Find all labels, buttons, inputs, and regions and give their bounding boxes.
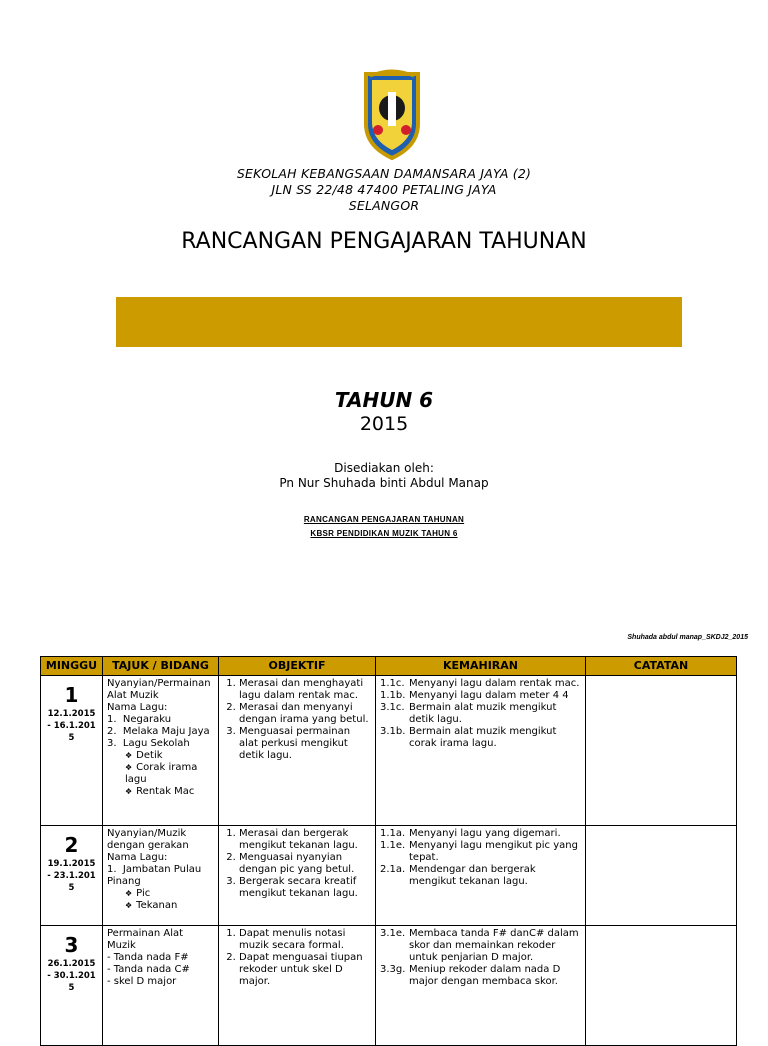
diamond-bullet-icon: ❖ <box>125 889 133 898</box>
kemahiran-item <box>380 840 581 864</box>
title-band <box>116 297 682 347</box>
objektif-list <box>223 928 371 988</box>
tajuk-line: Nama Lagu: <box>107 702 168 713</box>
kemahiran-item <box>380 828 581 840</box>
week-cell <box>41 926 103 1046</box>
yearly-plan-table <box>40 656 737 1046</box>
school-name: SEKOLAH KEBANGSAAN DAMANSARA JAYA (2) <box>236 166 532 181</box>
kemahiran-text: Bermain alat muzik mengikut detik lagu. <box>409 702 557 725</box>
kemahiran-code: 1.1a. <box>380 828 406 839</box>
table-row <box>41 676 737 826</box>
tajuk-cell <box>103 676 219 826</box>
tajuk-bullet-text: Corak irama lagu <box>125 762 201 785</box>
tajuk-bullet <box>107 888 214 900</box>
kemahiran-code: 1.1e. <box>380 840 406 851</box>
tajuk-line: Nama Lagu: <box>107 852 168 863</box>
tajuk-line: Nyanyian/Muzik <box>107 828 187 839</box>
author-signature: Shuhada abdul manap_SKDJ2_2015 <box>627 634 748 641</box>
tajuk-bullet-text: Tekanan <box>136 900 178 911</box>
week-cell <box>41 676 103 826</box>
kemahiran-item <box>380 928 581 964</box>
subtitle-subject: KBSR PENDIDIKAN MUZIK TAHUN 6 <box>310 529 458 538</box>
prepared-label: Disediakan oleh: <box>334 461 434 475</box>
tajuk-line: Pinang <box>107 876 141 887</box>
tajuk-line: 1. Jambatan Pulau <box>107 864 202 875</box>
tajuk-line: Nyanyian/Permainan <box>107 678 211 689</box>
kemahiran-text: Bermain alat muzik mengikut corak irama lagu. <box>409 726 557 749</box>
tajuk-bullet-text: Rentak Mac <box>136 786 195 797</box>
objektif-item: 1. Merasai dan bergerak mengikut tekanan lagu. <box>239 828 371 852</box>
grade-label: TAHUN 6 <box>334 388 434 412</box>
catatan-cell <box>586 926 737 1046</box>
kemahiran-item <box>380 702 581 726</box>
tajuk-line: 2. Melaka Maju Jaya <box>107 726 210 737</box>
school-state: SELANGOR <box>348 198 420 213</box>
week-dates: 26.1.2015 - 30.1.2015 <box>47 959 96 993</box>
week-dates: 12.1.2015 - 16.1.2015 <box>47 709 96 743</box>
tajuk-line: - Tanda nada F# <box>107 952 189 963</box>
table-row <box>41 826 737 926</box>
subtitle-plan: RANCANGAN PENGAJARAN TAHUNAN <box>303 515 465 524</box>
kemahiran-cell <box>376 676 586 826</box>
tajuk-line: - skel D major <box>107 976 177 987</box>
week-number: 3 <box>64 933 79 957</box>
kemahiran-item <box>380 864 581 888</box>
school-crest-logo <box>362 66 422 162</box>
objektif-item: 2. Menguasai nyanyian dengan pic yang betul. <box>239 852 371 876</box>
tajuk-bullet <box>107 786 214 798</box>
tajuk-line: Alat Muzik <box>107 690 159 701</box>
school-street: JLN SS 22/48 47400 PETALING JAYA <box>271 182 497 197</box>
kemahiran-item <box>380 964 581 988</box>
week-number: 2 <box>64 833 79 857</box>
year-label: 2015 <box>359 413 409 435</box>
objektif-item: 3. Menguasai permainan alat perkusi mengikut detik lagu. <box>239 726 371 762</box>
tajuk-bullet <box>107 900 214 912</box>
tajuk-bullet-text: Detik <box>136 750 163 761</box>
tajuk-line: dengan gerakan <box>107 840 189 851</box>
header-minggu: MINGGU <box>41 657 103 676</box>
objektif-item: 2. Merasai dan menyanyi dengan irama yang betul. <box>239 702 371 726</box>
catatan-cell <box>586 826 737 926</box>
kemahiran-code: 3.1e. <box>380 928 406 939</box>
kemahiran-code: 1.1b. <box>380 690 406 701</box>
kemahiran-code: 1.1c. <box>380 678 405 689</box>
header-catatan: CATATAN <box>586 657 737 676</box>
kemahiran-text: Menyanyi lagu mengikut pic yang tepat. <box>409 840 578 863</box>
kemahiran-text: Menyanyi lagu dalam meter 4 4 <box>409 690 569 701</box>
document-title: RANCANGAN PENGAJARAN TAHUNAN <box>181 229 587 254</box>
objektif-cell <box>219 676 376 826</box>
kemahiran-text: Menyanyi lagu yang digemari. <box>409 828 561 839</box>
header-kemahiran: KEMAHIRAN <box>376 657 586 676</box>
week-number: 1 <box>64 683 79 707</box>
objektif-list <box>223 828 371 900</box>
tajuk-bullet <box>107 762 214 786</box>
objektif-list <box>223 678 371 762</box>
kemahiran-code: 3.1b. <box>380 726 406 737</box>
week-cell <box>41 826 103 926</box>
header-tajuk: TAJUK / BIDANG <box>103 657 219 676</box>
objektif-item: 1. Dapat menulis notasi muzik secara formal. <box>239 928 371 952</box>
tajuk-line: 3. Lagu Sekolah <box>107 738 190 749</box>
objektif-cell <box>219 826 376 926</box>
diamond-bullet-icon: ❖ <box>125 751 133 760</box>
table-row <box>41 926 737 1046</box>
prepared-by <box>0 461 768 491</box>
kemahiran-item <box>380 690 581 702</box>
kemahiran-code: 3.3g. <box>380 964 406 975</box>
tajuk-bullet-text: Pic <box>136 888 151 899</box>
kemahiran-cell <box>376 826 586 926</box>
objektif-item: 1. Merasai dan menghayati lagu dalam rentak mac. <box>239 678 371 702</box>
tajuk-line: Permainan Alat Muzik <box>107 928 187 951</box>
objektif-cell <box>219 926 376 1046</box>
kemahiran-text: Meniup rekoder dalam nada D major dengan membaca skor. <box>409 964 561 987</box>
prepared-name: Pn Nur Shuhada binti Abdul Manap <box>279 476 489 490</box>
kemahiran-text: Menyanyi lagu dalam rentak mac. <box>409 678 580 689</box>
objektif-item: 2. Dapat menguasai tiupan rekoder untuk skel D major. <box>239 952 371 988</box>
diamond-bullet-icon: ❖ <box>125 787 133 796</box>
tajuk-line: 1. Negaraku <box>107 714 172 725</box>
diamond-bullet-icon: ❖ <box>125 763 133 772</box>
tajuk-cell <box>103 926 219 1046</box>
tajuk-bullet <box>107 750 214 762</box>
tajuk-line: - Tanda nada C# <box>107 964 190 975</box>
kemahiran-code: 3.1c. <box>380 702 405 713</box>
kemahiran-text: Membaca tanda F# danC# dalam skor dan memainkan rekoder untuk penjarian D major. <box>409 928 579 963</box>
kemahiran-cell <box>376 926 586 1046</box>
objektif-item: 3. Bergerak secara kreatif mengikut tekanan lagu. <box>239 876 371 900</box>
header-objektif: OBJEKTIF <box>219 657 376 676</box>
week-dates: 19.1.2015 - 23.1.2015 <box>47 859 96 893</box>
kemahiran-text: Mendengar dan bergerak mengikut tekanan lagu. <box>409 864 536 887</box>
kemahiran-item <box>380 678 581 690</box>
diamond-bullet-icon: ❖ <box>125 901 133 910</box>
tajuk-cell <box>103 826 219 926</box>
table-header-row <box>41 657 737 676</box>
school-address <box>0 166 768 214</box>
kemahiran-item <box>380 726 581 750</box>
catatan-cell <box>586 676 737 826</box>
kemahiran-code: 2.1a. <box>380 864 406 875</box>
